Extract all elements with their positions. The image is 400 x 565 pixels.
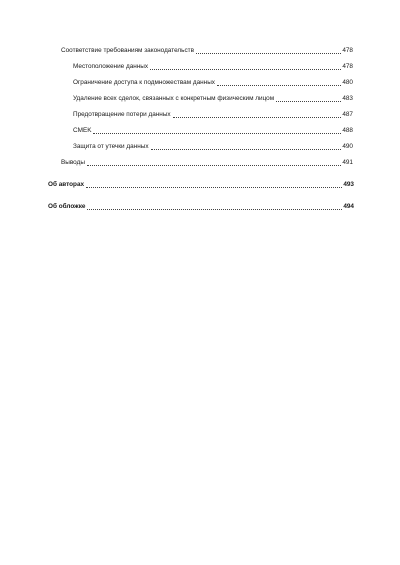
- toc-entry-title: CMEK: [73, 127, 92, 134]
- dot-leader: [150, 69, 341, 70]
- toc-entry-page: 478: [342, 63, 353, 70]
- toc-entry[interactable]: [73, 71, 353, 87]
- toc-entry-page: 490: [342, 143, 353, 150]
- table-of-contents: [0, 39, 400, 211]
- toc-entry-page: 494: [343, 203, 354, 210]
- toc-entry-title: Соответствие требованиям законодательств: [61, 47, 194, 54]
- dot-leader: [87, 209, 342, 210]
- toc-entry[interactable]: [73, 55, 353, 71]
- toc-entry-title: Выводы: [61, 159, 85, 166]
- toc-entry-page: 491: [342, 159, 353, 166]
- toc-entry-title: Ограничение доступа к подмножествам данных: [73, 79, 215, 86]
- toc-entry[interactable]: [73, 135, 353, 151]
- toc-entry[interactable]: [73, 119, 353, 135]
- toc-entry-chapter[interactable]: [48, 173, 354, 189]
- dot-leader: [93, 133, 341, 134]
- dot-leader: [217, 85, 341, 86]
- dot-leader: [173, 117, 342, 118]
- toc-entry-chapter[interactable]: [48, 195, 354, 211]
- toc-entry-title: Защита от утечки данных: [73, 143, 149, 150]
- dot-leader: [196, 53, 341, 54]
- toc-entry-page: 488: [342, 127, 353, 134]
- toc-entry-title: Местоположение данных: [73, 63, 149, 70]
- toc-entry-title: Об обложке: [48, 203, 86, 210]
- dot-leader: [276, 101, 341, 102]
- toc-entry-page: 478: [342, 47, 353, 54]
- dot-leader: [86, 187, 342, 188]
- toc-entry[interactable]: [61, 39, 353, 55]
- dot-leader: [87, 165, 341, 166]
- toc-entry[interactable]: [73, 87, 353, 103]
- toc-entry-title: Удаление всех сделок, связанных с конкретным физическим лицом: [73, 95, 275, 102]
- toc-entry-title: Об авторах: [48, 181, 85, 188]
- toc-entry[interactable]: [61, 151, 353, 167]
- toc-entry-title: Предотвращение потери данных: [73, 111, 171, 118]
- toc-entry-page: 493: [343, 181, 354, 188]
- toc-entry[interactable]: [73, 103, 353, 119]
- toc-entry-page: 487: [342, 111, 353, 118]
- toc-entry-page: 480: [342, 79, 353, 86]
- dot-leader: [151, 149, 342, 150]
- toc-entry-page: 483: [342, 95, 353, 102]
